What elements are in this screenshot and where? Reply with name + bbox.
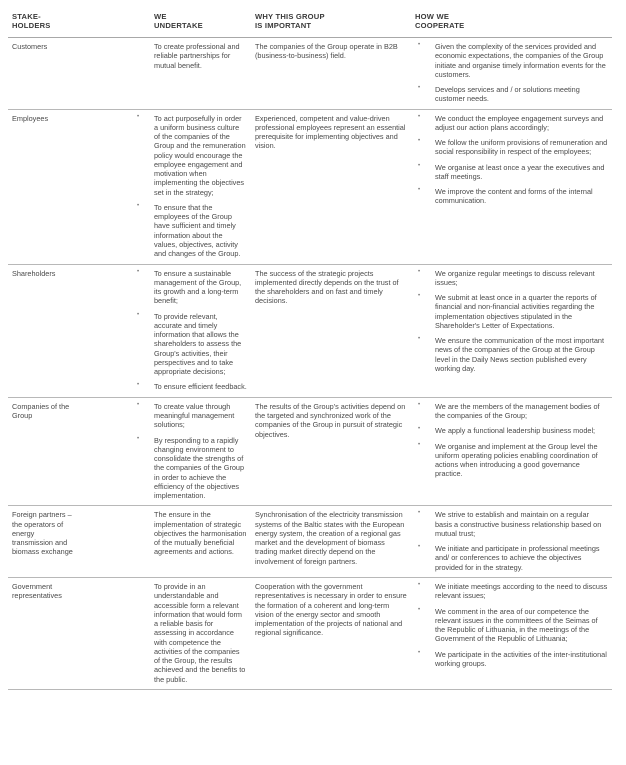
list-item: • Develops services and / or solutions meeting customer needs.: [415, 85, 608, 104]
list-item: • To create value through meaningful management solutions;: [134, 402, 247, 430]
table-row: [8, 109, 612, 264]
why-text: The success of the strategic projects implemented directly depends on the trust of the shareholders and on fast and timely decisions.: [255, 268, 399, 306]
list-item: • We organise and implement at the Group level the uniform operating policies enabling coordination of actions when introducing a good governance practice.: [415, 442, 608, 479]
why-cell: [251, 109, 411, 264]
how-cell: [411, 577, 612, 689]
why-text: The companies of the Group operate in B2B (business-to-business) field.: [255, 41, 398, 61]
list-item: • We are the members of the management bodies of the companies of the Group;: [415, 402, 608, 421]
undertake-text: The ensure in the implementation of strategic objectives the harmonisation of the mutually beneficial agreements and actions.: [154, 510, 247, 557]
list-item: • To ensure efficient feedback.: [134, 382, 247, 391]
why-text: Synchronisation of the electricity transmission systems of the Baltic states with the European energy system, the creation of a regional gas market and the development of biomass trading market directly depend on the involvement of foreign partners.: [255, 510, 405, 566]
how-cell: [411, 37, 612, 109]
why-cell: [251, 506, 411, 578]
list-item: • We conduct the employee engagement surveys and adjust our action plans accordingly;: [415, 114, 608, 133]
list-item: • To ensure that the employees of the Group have sufficient and timely information about the values, objectives, activity and changes of the Group.: [134, 203, 247, 259]
undertake-cell: [78, 109, 251, 264]
stakeholder-cell: Employees: [8, 109, 78, 264]
stakeholder-cell: Customers: [8, 37, 78, 109]
list-item: • We follow the uniform provisions of remuneration and social responsibility in respect of the employees;: [415, 138, 608, 157]
table-row: [8, 37, 612, 109]
stakeholder-cell: Companies of the Group: [8, 397, 78, 506]
list-item: • We submit at least once in a quarter the reports of financial and non-financial activities regarding the implementation objectives stipulated in the Shareholder's Letter of Expectations.: [415, 293, 608, 330]
how-cell: [411, 109, 612, 264]
list-item: • We comment in the area of our competence the relevant issues in the committees of the Seimas of the Republic of Lithuania, in the meetings of the Government of the Republic of Lithuania;: [415, 607, 608, 644]
list-item: • To ensure a sustainable management of the Group, its growth and a long-term benefit;: [134, 269, 247, 306]
why-cell: [251, 37, 411, 109]
list-item: • We strive to establish and maintain on a regular basis a constructive business relationship based on mutual trust;: [415, 510, 608, 538]
undertake-cell: [78, 264, 251, 397]
how-cell: [411, 264, 612, 397]
stakeholder-cell: Shareholders: [8, 264, 78, 397]
why-cell: [251, 397, 411, 506]
table-header-row: [8, 10, 612, 37]
list-item: • We initiate and participate in professional meetings and/ or conferences to achieve the objectives provided for in the strategy.: [415, 544, 608, 572]
table-row: [8, 397, 612, 506]
list-item: • We organize regular meetings to discuss relevant issues;: [415, 269, 608, 288]
list-item: • We improve the content and forms of the internal communication.: [415, 187, 608, 206]
stakeholders-table: [8, 10, 612, 690]
why-cell: [251, 577, 411, 689]
header-stakeholders: STAKE- HOLDERS: [8, 10, 78, 37]
list-item: • We participate in the activities of the inter-institutional working groups.: [415, 650, 608, 669]
undertake-cell: [78, 37, 251, 109]
table-row: [8, 577, 612, 689]
list-item: • We ensure the communication of the most important news of the companies of the Group at the Group level in the Daily News section published every working day.: [415, 336, 608, 373]
list-item: • To provide relevant, accurate and timely information that allows the shareholders to assess the Group's activities, their perspectives and to take appropriate decisions;: [134, 312, 247, 377]
why-cell: [251, 264, 411, 397]
why-text: Experienced, competent and value-driven professional employees represent an essential prerequisite for implementing objectives and vision.: [255, 113, 406, 151]
why-text: Cooperation with the government representatives is necessary in order to ensure the formation of a coherent and long-term vision of the energy sector and smooth implementation of the projects of national and regional significance.: [255, 581, 407, 638]
list-item: • To act purposefully in order a uniform business culture of the companies of the Group and the remuneration policy would encourage the employee engagement and motivation when implementing the objectives set in the strategy;: [134, 114, 247, 197]
list-item: • We initiate meetings according to the need to discuss relevant issues;: [415, 582, 608, 601]
list-item: • Given the complexity of the services provided and economic expectations, the companies of the Group initiate and organise timely information events for the customers.: [415, 42, 608, 79]
header-why: WHY THIS GROUP IS IMPORTANT: [251, 10, 411, 37]
why-text: The results of the Group's activities depend on the targeted and synchronized work of the companies of the Group in pursuit of strategic objectives.: [255, 401, 406, 439]
header-undertake: WE UNDERTAKE: [78, 10, 251, 37]
undertake-text: To provide in an understandable and accessible form a relevant information that would form a reliable basis for assessing in accordance with competence the activities of the companies of the Group, the results achieved and the benefits to the public.: [154, 581, 246, 684]
how-cell: [411, 506, 612, 578]
undertake-cell: [78, 397, 251, 506]
stakeholder-cell: Government representatives: [8, 577, 78, 689]
undertake-cell: [78, 577, 251, 689]
list-item: • By responding to a rapidly changing environment to consolidate the strengths of the companies of the Group in order to achieve the efficiency of the objectives implementation.: [134, 436, 247, 501]
header-how: HOW WE COOPERATE: [411, 10, 612, 37]
list-item: • We organise at least once a year the executives and staff meetings.: [415, 163, 608, 182]
table-row: [8, 506, 612, 578]
table-row: [8, 264, 612, 397]
undertake-text: To create professional and reliable partnerships for mutual benefit.: [154, 41, 240, 70]
how-cell: [411, 397, 612, 506]
list-item: • We apply a functional leadership business model;: [415, 426, 608, 435]
stakeholders-page: [8, 10, 612, 690]
stakeholder-cell: Foreign partners – the operators of energy transmission and biomass exchange: [8, 506, 78, 578]
undertake-cell: [78, 506, 251, 578]
